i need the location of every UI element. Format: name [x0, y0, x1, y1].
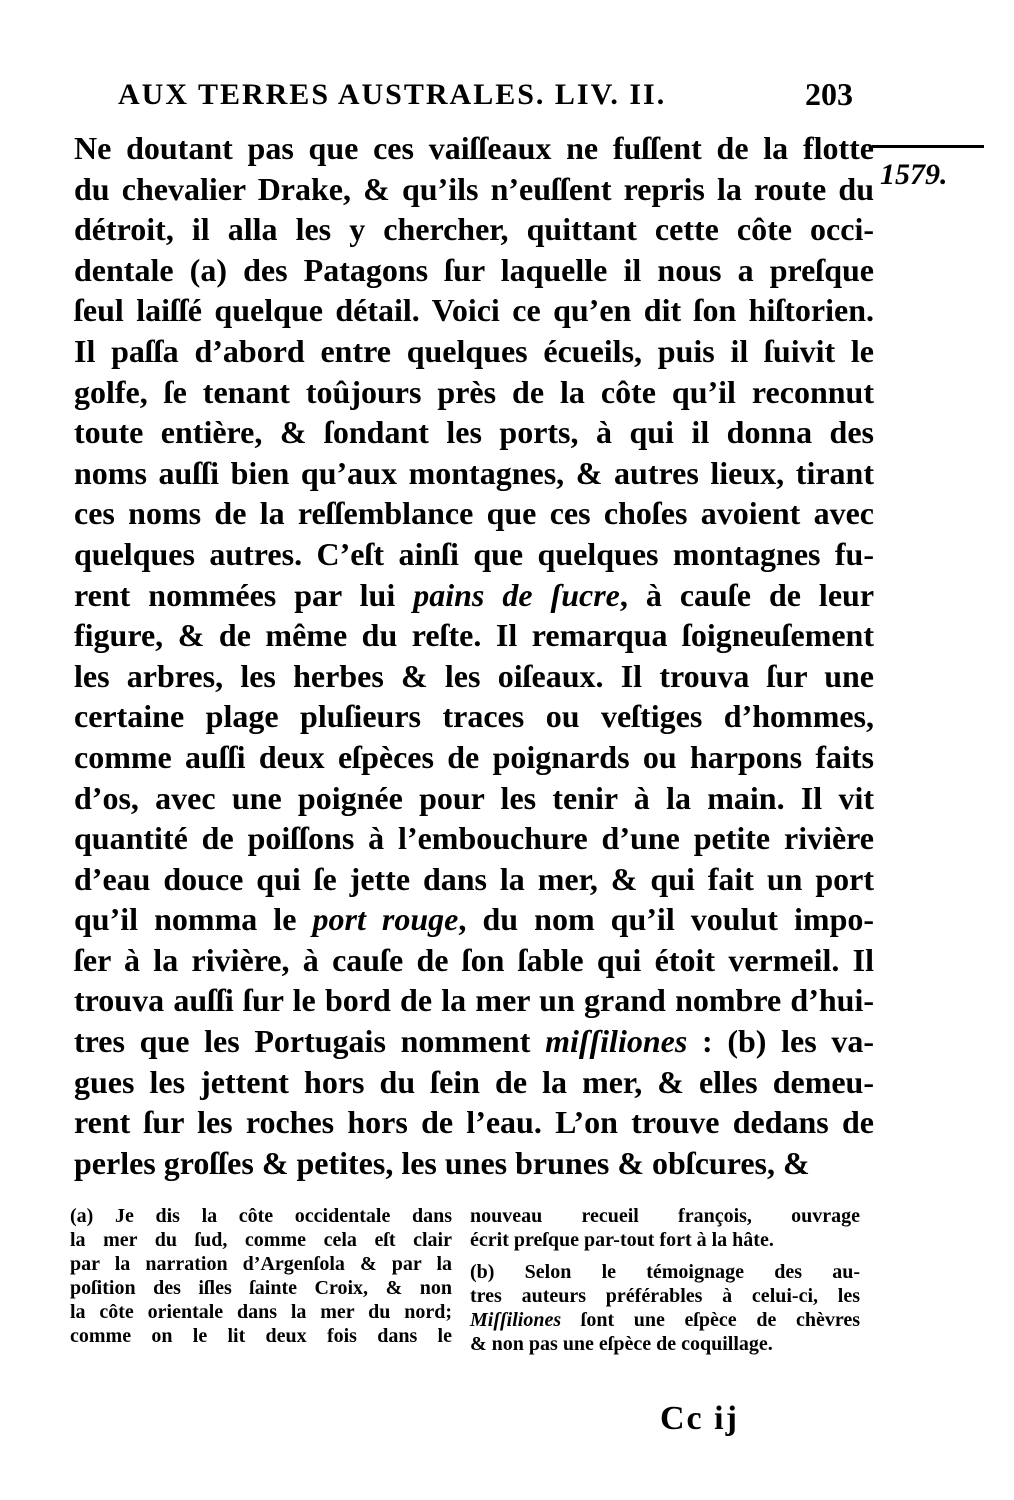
- text-line: quantité de poiſſons à l’embouchure d’une petite rivière: [74, 820, 874, 857]
- footnote-line: (a) Je dis la côte occidentale dans: [70, 1205, 452, 1227]
- text-line: ſeul laiſſé quelque détail. Voici ce qu’en dit ſon hiſtorien.: [74, 292, 874, 329]
- text-line: ſer à la rivière, à cauſe de ſon ſable qui étoit vermeil. Il: [74, 941, 874, 978]
- running-head: AUX TERRES AUSTRALES. LIV. II.: [118, 78, 667, 111]
- text-line: dentale (a) des Patagons ſur laquelle il nous a preſque: [74, 251, 874, 288]
- footnote-line: la côte orientale dans la mer du nord;: [70, 1301, 452, 1323]
- text-line: du chevalier Drake, & qu’ils n’euſſent repris la route du: [74, 170, 874, 207]
- text-segment: rent nommées par lui: [74, 576, 396, 613]
- footnote-line: par la narration d’Argenſola & par la: [70, 1253, 452, 1275]
- footnote-line: nouveau recueil françois, ouvrage: [470, 1205, 860, 1227]
- text-line: figure, & de même du reſte. Il remarqua ſoigneuſement: [74, 617, 874, 654]
- text-line: toute entière, & ſondant les ports, à qui il donna des: [74, 414, 874, 451]
- margin-year: 1579.: [880, 158, 948, 191]
- text-segment: qu’il nomma le: [74, 901, 297, 938]
- text-line: golfe, ſe tenant toûjours près de la côte qu’il reconnut: [74, 373, 874, 410]
- footnote-line: poſition des iſles ſainte Croix, & non: [70, 1277, 452, 1299]
- text-line: certaine plage pluſieurs traces ou veſtiges d’hommes,: [74, 698, 874, 735]
- footnote-a: [70, 1204, 452, 1348]
- text-line: gues les jettent hors du ſein de la mer, & elles demeu-: [74, 1063, 874, 1100]
- footnote-line: & non pas une eſpèce de coquillage.: [470, 1333, 773, 1355]
- text-segment: tres que les Portugais nomment: [74, 1023, 531, 1060]
- text-line: trouva auſſi ſur le bord de la mer un grand nombre d’hui-: [74, 982, 874, 1019]
- footnote-line: écrit preſque par-tout fort à la hâte.: [470, 1229, 774, 1251]
- text-line: quelques autres. C’eſt ainſi que quelques montagnes fu-: [74, 535, 874, 572]
- footnote-b: [470, 1204, 860, 1356]
- text-line: perles groſſes & petites, les unes brunes & obſcures, &: [74, 1144, 810, 1181]
- italic-term: pains de ſucre: [413, 576, 620, 613]
- footnote-line: [470, 1308, 860, 1332]
- italic-term: Miſſiliones: [470, 1309, 562, 1331]
- footnote-line: tres auteurs préférables à celui-ci, les: [470, 1285, 860, 1307]
- signature-mark: Cc ij: [660, 1400, 739, 1437]
- italic-term: miſſiliones: [545, 1023, 688, 1060]
- body-text: [74, 128, 874, 1183]
- text-line: Il paſſa d’abord entre quelques écueils, puis il ſuivit le: [74, 332, 874, 369]
- text-line: ces noms de la reſſemblance que ces choſes avoient avec: [74, 495, 874, 532]
- text-line: [74, 899, 874, 940]
- text-line: [74, 1021, 874, 1062]
- text-line: les arbres, les herbes & les oiſeaux. Il trouva ſur une: [74, 657, 874, 694]
- text-segment: : (b) les va-: [701, 1023, 875, 1060]
- text-line: d’os, avec une poignée pour les tenir à la main. Il vit: [74, 779, 874, 816]
- text-segment: , du nom qu’il voulut impo-: [458, 901, 875, 938]
- footnote-line: (b) Selon le témoignage des au-: [470, 1261, 860, 1283]
- text-segment: ſont une eſpèce de chèvres: [580, 1309, 861, 1331]
- text-line: [74, 575, 874, 616]
- italic-term: port rouge: [312, 901, 459, 938]
- text-segment: , à cauſe de leur: [619, 576, 875, 613]
- page-number: 203: [805, 76, 853, 112]
- margin-rule: [872, 145, 984, 148]
- text-line: rent ſur les roches hors de l’eau. L’on trouve dedans de: [74, 1104, 874, 1141]
- text-line: noms auſſi bien qu’aux montagnes, & autres lieux, tirant: [74, 454, 874, 491]
- text-line: comme auſſi deux eſpèces de poignards ou harpons faits: [74, 738, 874, 775]
- text-line: détroit, il alla les y chercher, quittant cette côte occi-: [74, 211, 874, 248]
- text-line: Ne doutant pas que ces vaiſſeaux ne fuſſent de la flotte: [74, 130, 874, 166]
- text-line: d’eau douce qui ſe jette dans la mer, & qui fait un port: [74, 860, 874, 897]
- footnote-line: la mer du ſud, comme cela eſt clair: [70, 1229, 452, 1251]
- footnote-line: comme on le lit deux fois dans le: [70, 1325, 452, 1347]
- footnote-gap: [470, 1252, 860, 1260]
